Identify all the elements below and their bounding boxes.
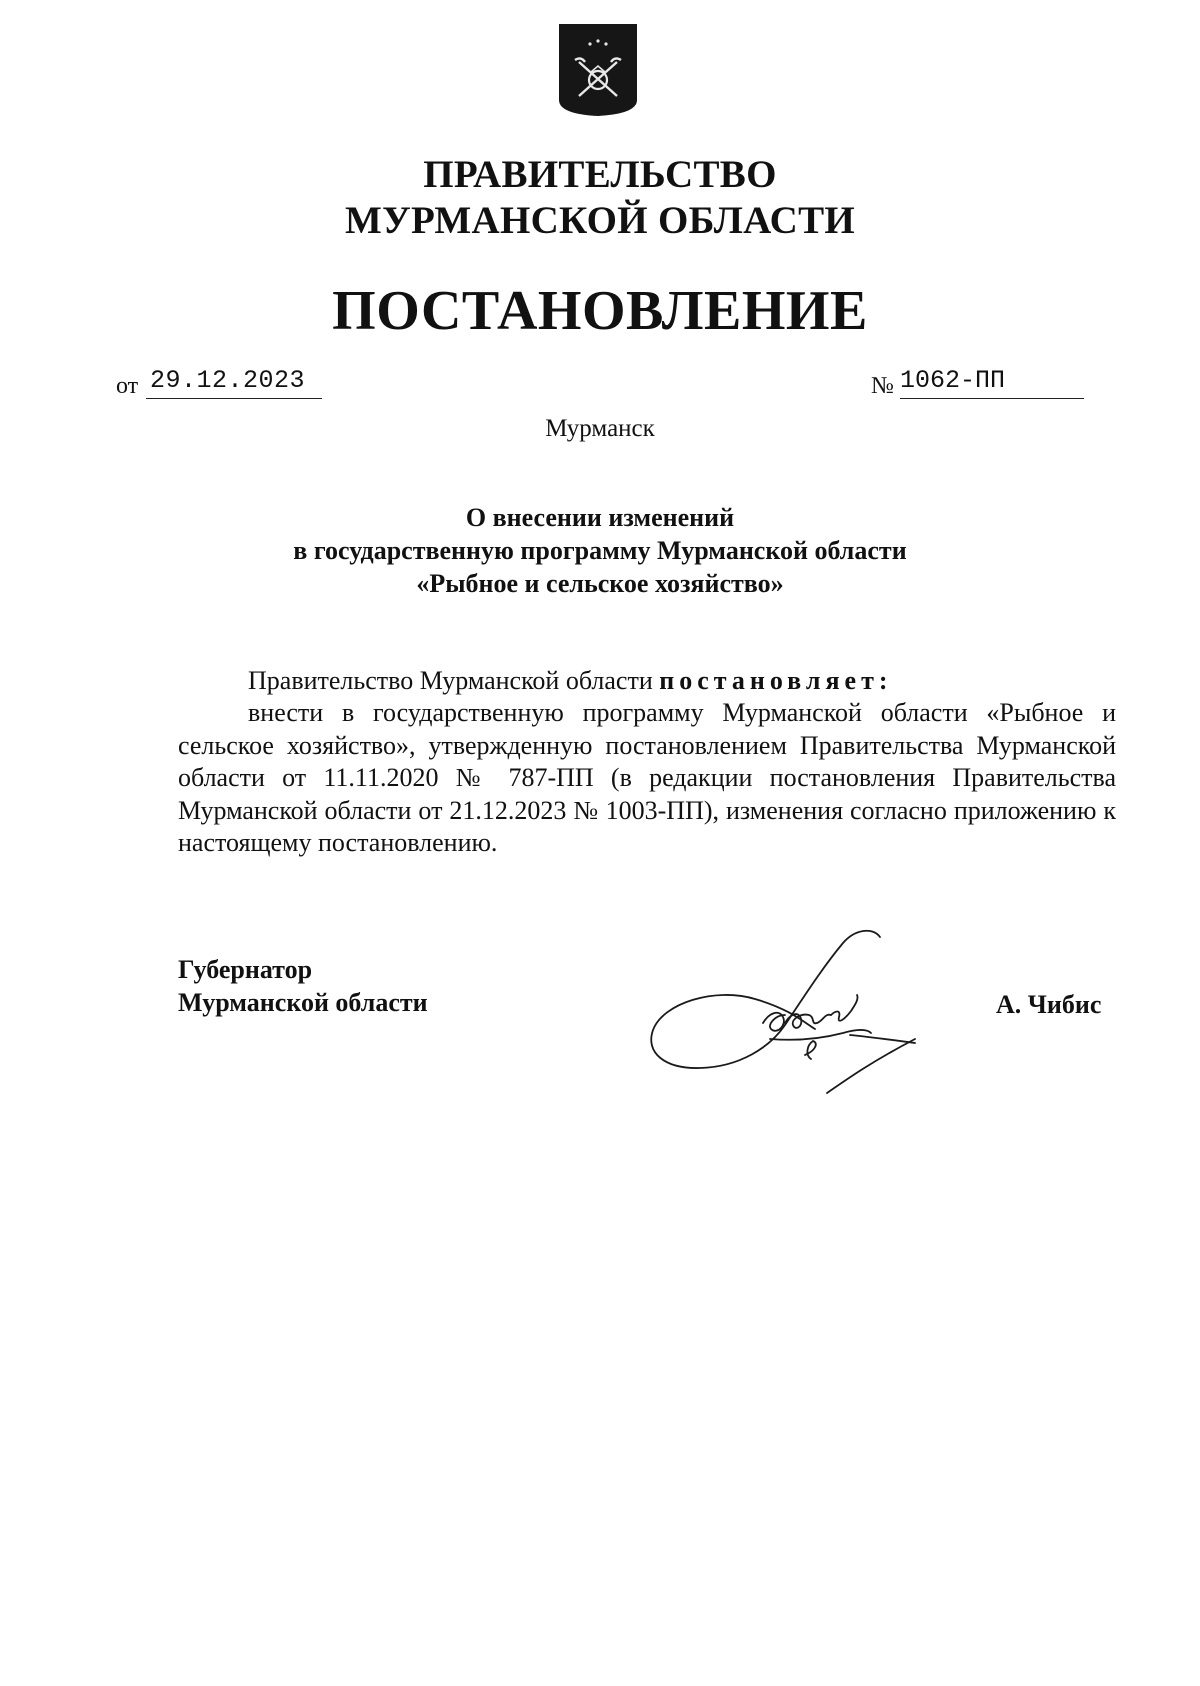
date-field [146,366,322,399]
government-name-line1: ПРАВИТЕЛЬСТВО [423,153,777,196]
document-type-title: ПОСТАНОВЛЕНИЕ [332,280,868,342]
government-name-line2: МУРМАНСКОЙ ОБЛАСТИ [344,199,856,242]
decision-keyword: постановляет: [659,666,893,695]
number-field [900,366,1084,399]
number-prefix: № [871,373,894,399]
signer-name: А. Чибис [996,990,1102,1019]
document-date: 29.12.2023 [150,366,306,395]
subject-line2: в государственную программу Мурманской области [293,536,907,565]
subject-line1: О внесении изменений [465,503,735,532]
intro-paragraph [178,665,1116,698]
signer-position [178,953,428,1019]
signer-position-line2: Мурманской области [178,988,428,1017]
intro-text: Правительство Мурманской области [248,666,653,695]
handwritten-signature-icon [645,915,925,1095]
decision-paragraph: внести в государственную программу Мурманской области «Рыбное и сельское хозяйство», утвержденную постановлением Правительства Мурманской области от 11.11.2020 № 787-ПП (в редакции постановления Правительства Мурманской области от 21.12.2023 № 1003-ПП), изменения согласно приложению к настоящему постановлению. [178,698,1116,857]
subject-line3: «Рыбное и сельское хозяйство» [416,569,784,598]
date-prefix: от [116,373,139,399]
document-subject [0,501,1200,600]
coat-of-arms-icon [557,22,639,118]
issue-city: Мурманск [545,415,655,442]
document-number: 1062-ПП [900,366,1006,395]
signer-position-line1: Губернатор [178,955,313,984]
